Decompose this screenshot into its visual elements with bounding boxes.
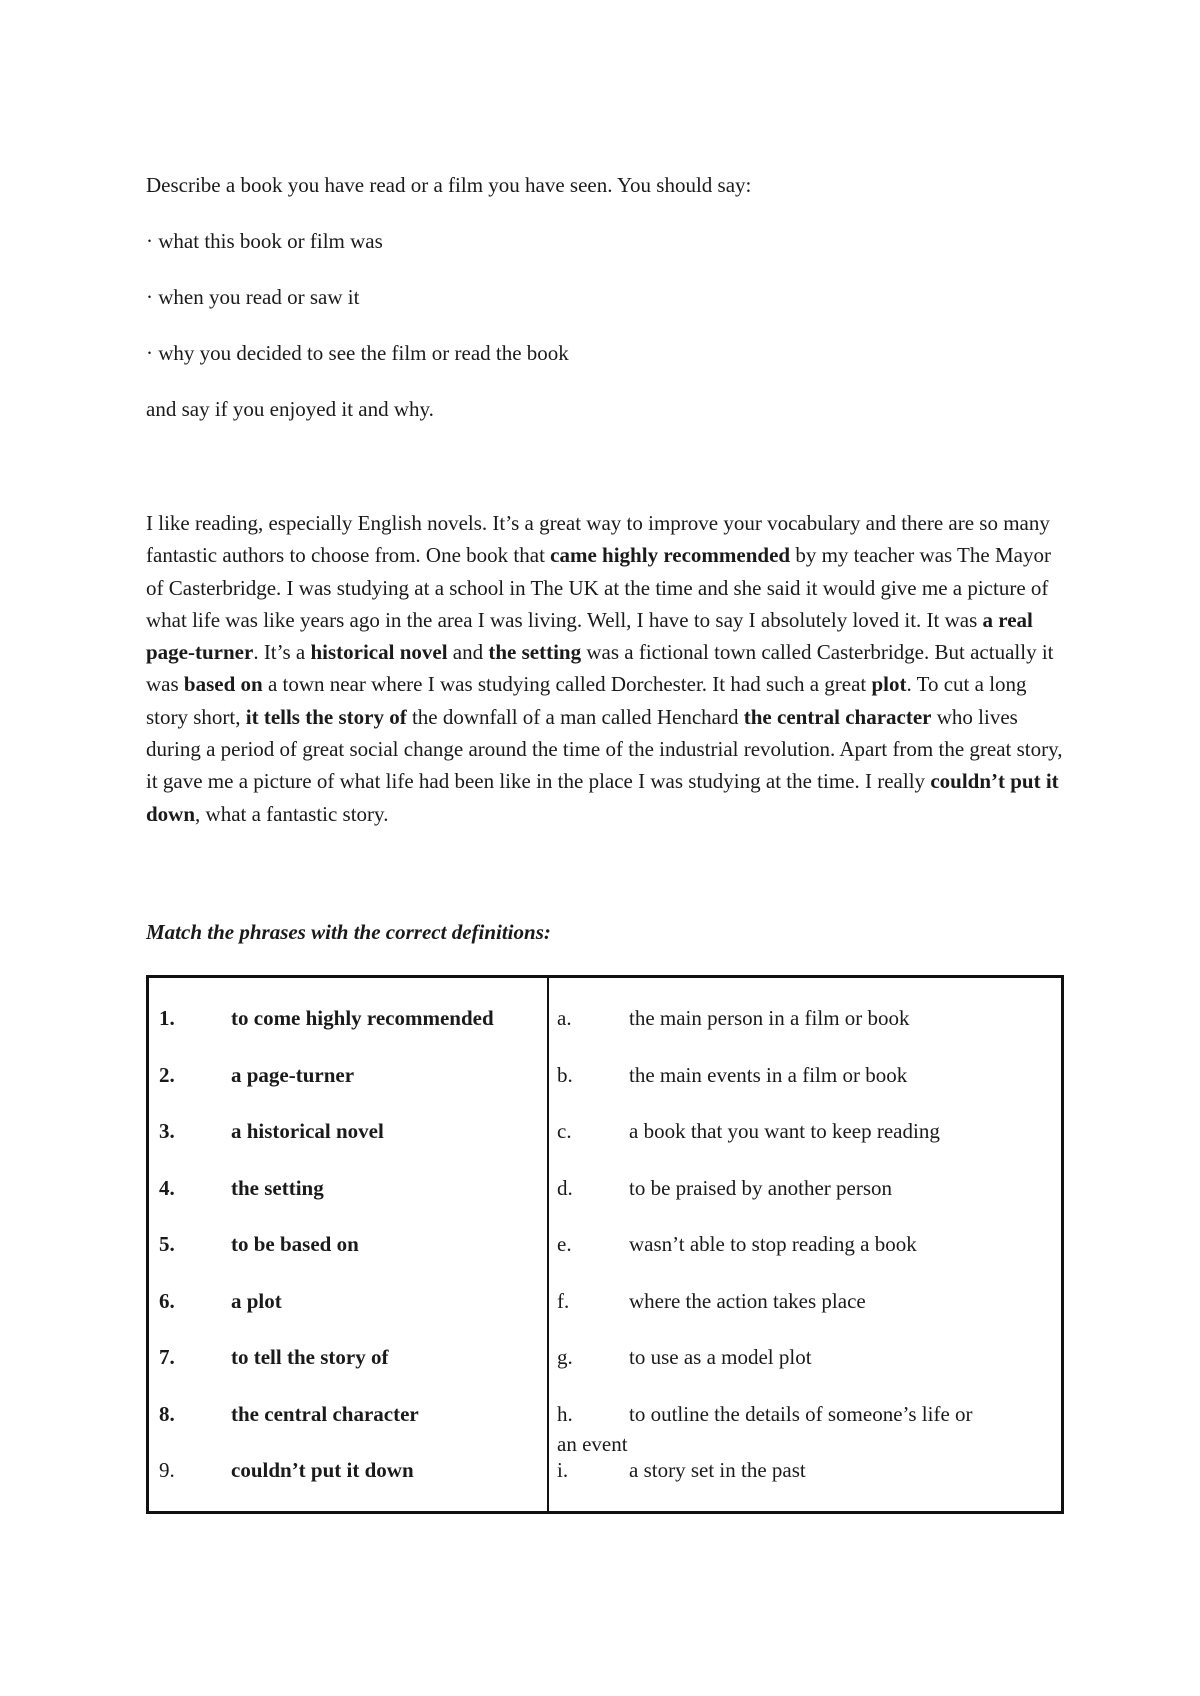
phrase-number: 1. <box>159 1006 175 1030</box>
answer-text: was a fictional town called Casterbridge. But actually it was <box>146 640 1054 697</box>
answer-text: a town near where I was studying called Dorchester. It had such a great <box>262 672 872 697</box>
definition-letter: c. <box>557 1119 572 1143</box>
definition-row <box>557 1230 1057 1287</box>
task-prompt: Describe a book you have read or a film you have seen. You should say: <box>146 173 752 197</box>
phrase-row <box>159 1117 544 1174</box>
phrase-row <box>159 1456 544 1513</box>
phrase-number: 4. <box>159 1175 175 1200</box>
task-bullet-2: · when you read or saw it <box>146 285 360 309</box>
answer-text: I like reading, especially English novels. It’s a great way to improve your vocabulary and there are so many fantastic authors to choose from. One book that <box>146 511 1050 568</box>
definition-letter: a. <box>557 1006 572 1030</box>
definition-text: a book that you want to keep reading <box>629 1119 940 1143</box>
definition-letter: e. <box>557 1232 572 1256</box>
phrase-row <box>159 1174 544 1231</box>
answer-text: and <box>447 640 489 665</box>
phrase-text: a plot <box>231 1288 282 1313</box>
phrase-row <box>159 1400 544 1457</box>
model-answer-paragraph <box>146 507 1066 830</box>
definition-row <box>557 1174 1057 1231</box>
phrase-row <box>159 1230 544 1287</box>
task-prompt-block <box>146 171 1066 423</box>
phrase-row <box>159 1343 544 1400</box>
definition-text: to outline the details of someone’s life or <box>629 1401 973 1426</box>
phrase-text: couldn’t put it down <box>231 1458 414 1482</box>
exercise-instruction: Match the phrases with the correct definitions: <box>146 920 551 944</box>
definition-text-continued: an event <box>557 1431 628 1456</box>
definition-row <box>557 1117 1057 1174</box>
answer-phrase: the central character <box>743 704 932 729</box>
answer-text: , what a fantastic story. <box>195 801 389 826</box>
definition-text: the main events in a film or book <box>629 1062 908 1087</box>
definition-text: the main person in a film or book <box>629 1006 910 1030</box>
definition-row <box>557 1400 1057 1457</box>
phrase-number: 8. <box>159 1401 175 1426</box>
definition-letter: d. <box>557 1175 573 1200</box>
phrase-text: a historical novel <box>231 1119 384 1143</box>
definitions-column <box>557 1004 1057 1513</box>
table-column-divider <box>547 978 549 1511</box>
definition-text: wasn’t able to stop reading a book <box>629 1232 917 1256</box>
answer-phrase: a real page-turner <box>146 607 1033 665</box>
definition-letter: f. <box>557 1288 570 1313</box>
answer-phrase: it tells the story of <box>245 704 407 729</box>
phrase-row <box>159 1004 544 1061</box>
answer-text: the downfall of a man called Henchard <box>406 704 744 729</box>
phrases-column <box>159 1004 544 1513</box>
phrase-text: the setting <box>231 1175 324 1200</box>
definition-letter: g. <box>557 1345 573 1369</box>
phrase-text: a page-turner <box>231 1062 355 1087</box>
answer-phrase: plot <box>871 672 907 697</box>
definition-row <box>557 1061 1057 1118</box>
answer-text: who lives during a period of great social change around the time of the industrial revolution. Apart from the great story, it gave me a picture of what life had been like in the place I was studying at the time. I really <box>146 704 1063 794</box>
definition-text: where the action takes place <box>629 1288 866 1313</box>
phrase-text: the central character <box>231 1401 419 1426</box>
answer-phrase: couldn’t put it down <box>146 769 1059 826</box>
task-closing: and say if you enjoyed it and why. <box>146 397 434 421</box>
definition-text: to use as a model plot <box>629 1345 812 1369</box>
phrase-row <box>159 1287 544 1344</box>
answer-phrase: based on <box>183 672 263 697</box>
answer-phrase: historical novel <box>310 640 448 665</box>
phrase-number: 3. <box>159 1119 175 1143</box>
definition-letter: i. <box>557 1458 569 1482</box>
answer-phrase: the setting <box>488 640 582 665</box>
phrase-text: to be based on <box>231 1232 359 1256</box>
phrase-number: 2. <box>159 1062 175 1087</box>
definition-row <box>557 1004 1057 1061</box>
answer-phrase: came highly recommended <box>550 543 791 568</box>
definition-letter: b. <box>557 1062 573 1087</box>
definition-row <box>557 1287 1057 1344</box>
task-bullet-1: · what this book or film was <box>146 229 383 253</box>
definition-row <box>557 1343 1057 1400</box>
phrase-text: to come highly recommended <box>231 1006 494 1030</box>
matching-table <box>146 975 1064 1514</box>
phrase-number: 7. <box>159 1345 175 1369</box>
phrase-text: to tell the story of <box>231 1345 389 1369</box>
answer-text: . It’s a <box>253 640 311 665</box>
phrase-row <box>159 1061 544 1118</box>
task-bullet-3: · why you decided to see the film or read the book <box>146 341 569 365</box>
phrase-number: 9. <box>159 1458 175 1482</box>
definition-row <box>557 1456 1057 1513</box>
answer-text: . To cut a long story short, <box>146 672 1027 729</box>
definition-text: to be praised by another person <box>629 1175 893 1200</box>
answer-text: by my teacher was The Mayor of Casterbridge. I was studying at a school in The UK at the time and she said it would give me a picture of what life was like years ago in the area I was living. Well, I have to say I absolutely loved it. It was <box>146 543 1051 632</box>
definition-letter: h. <box>557 1401 573 1426</box>
phrase-number: 6. <box>159 1288 175 1313</box>
definition-text: a story set in the past <box>629 1458 806 1482</box>
phrase-number: 5. <box>159 1232 175 1256</box>
